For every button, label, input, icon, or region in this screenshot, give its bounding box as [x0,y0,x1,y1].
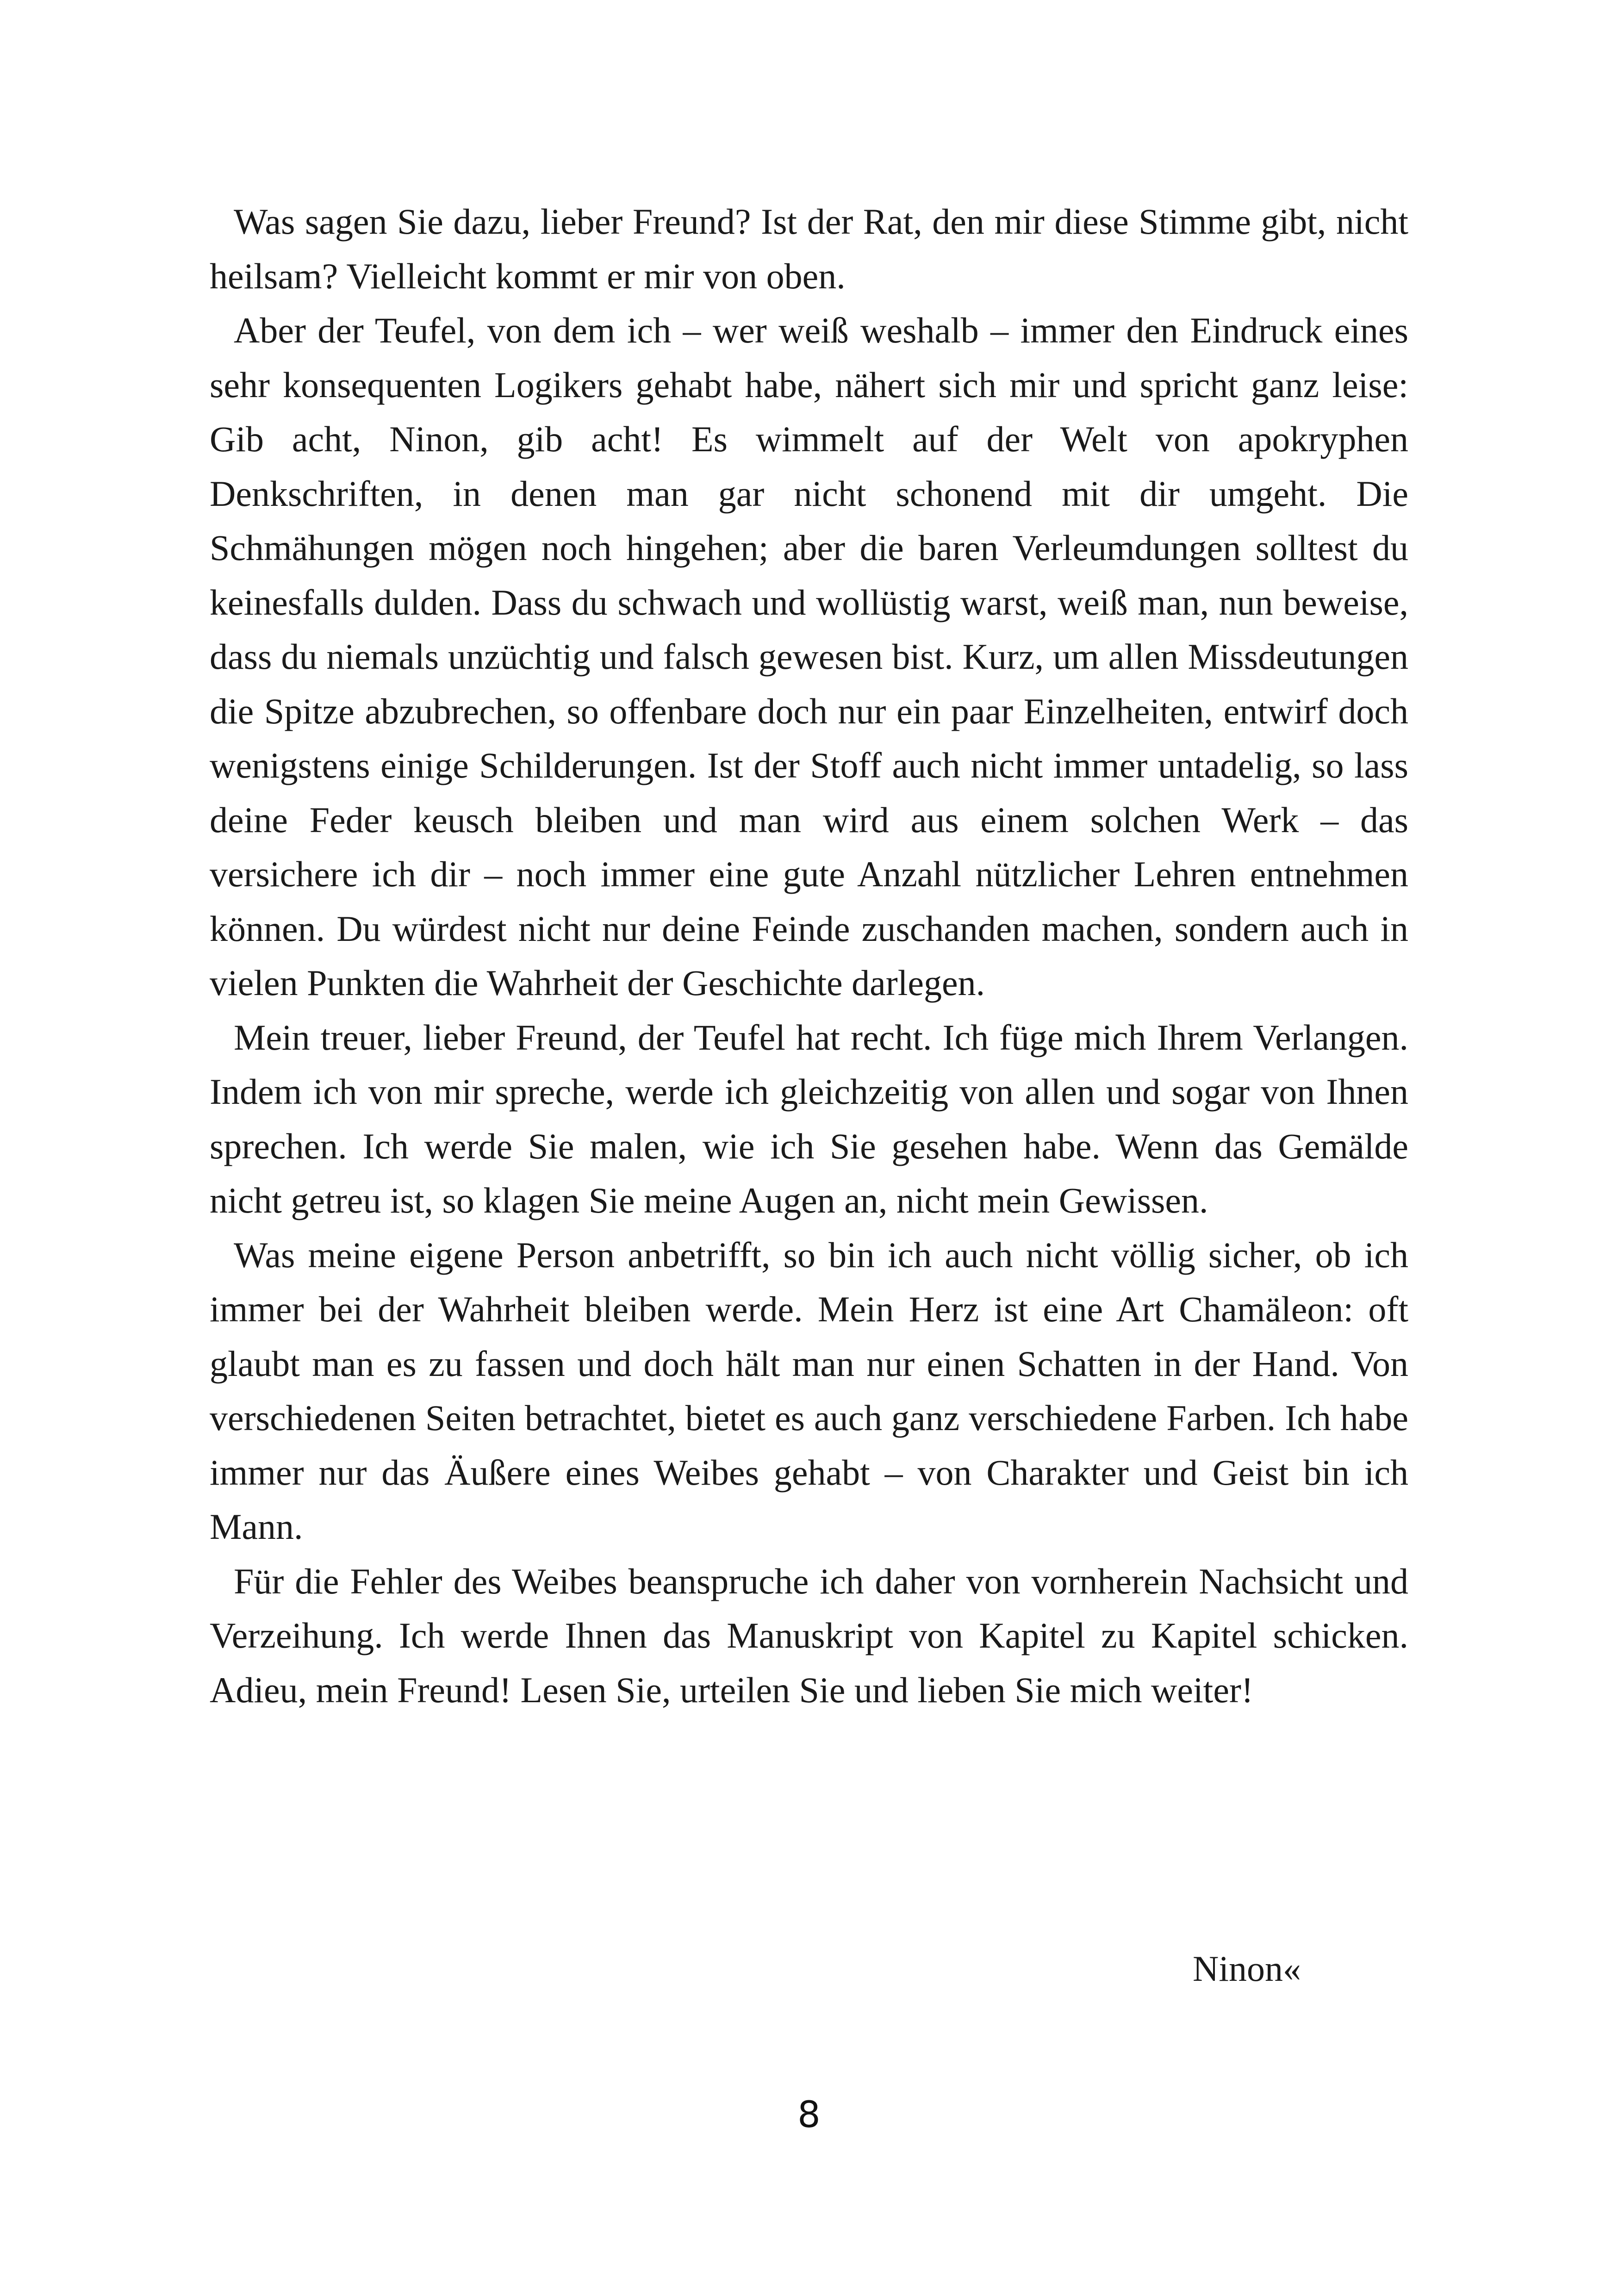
signature: Ninon« [1193,1948,1301,1989]
paragraph: Mein treuer, lieber Freund, der Teufel hat recht. Ich füge mich Ihrem Verlangen. Indem ich von mir spreche, werde ich gleichzeitig von allen und sogar von Ihnen sprechen. Ich werde Sie malen, wie ich Sie gesehen habe. Wenn das Gemälde nicht getreu ist, so klagen Sie meine Augen an, nicht mein Gewissen. [210,1017,1408,1220]
page-number: 8 [797,2094,821,2136]
paragraph: Aber der Teufel, von dem ich – wer weiß weshalb – immer den Eindruck eines sehr konsequenten Logikers gehabt habe, nähert sich mir und spricht ganz leise: Gib acht, Ninon, gib acht! Es wimmelt auf der Welt von apokryphen Denkschriften, in denen man gar nicht schonend mit dir umgeht. Die Schmähungen mögen noch hingehen; aber die baren Verleumdungen solltest du keinesfalls dulden. Dass du schwach und wollüstig warst, weiß man, nun beweise, dass du niemals unzüchtig und falsch gewesen bist. Kurz, um allen Missdeutungen die Spitze abzubrechen, so offenbare doch nur ein paar Einzelheiten, entwirf doch wenigstens einige Schilderungen. Ist der Stoff auch nicht immer untadelig, so lass deine Feder keusch bleiben und man wird aus einem solchen Werk – das versichere ich dir – noch immer eine gute Anzahl nützlicher Lehren entnehmen können. Du würdest nicht nur deine Feinde zuschanden machen, sondern auch in vielen Punkten die Wahrheit der Geschichte darlegen. [210,310,1408,1003]
body-text [210,194,1408,1717]
paragraph: Was meine eigene Person anbetrifft, so bin ich auch nicht völlig sicher, ob ich immer bei der Wahrheit bleiben werde. Mein Herz ist eine Art Chamäleon: oft glaubt man es zu fassen und doch hält man nur einen Schatten in der Hand. Von verschiedenen Seiten betrachtet, bietet es auch ganz verschiedene Farben. Ich habe immer nur das Äußere eines Weibes gehabt – von Charakter und Geist bin ich Mann. [210,1234,1408,1547]
paragraph: Was sagen Sie dazu, lieber Freund? Ist der Rat, den mir diese Stimme gibt, nicht heilsam? Vielleicht kommt er mir von oben. [210,201,1408,296]
paragraph: Für die Fehler des Weibes beanspruche ich daher von vornherein Nachsicht und Verzeihung. Ich werde Ihnen das Manuskript von Kapitel zu Kapitel schicken. Adieu, mein Freund! Lesen Sie, urteilen Sie und lieben Sie mich weiter! [210,1561,1408,1710]
